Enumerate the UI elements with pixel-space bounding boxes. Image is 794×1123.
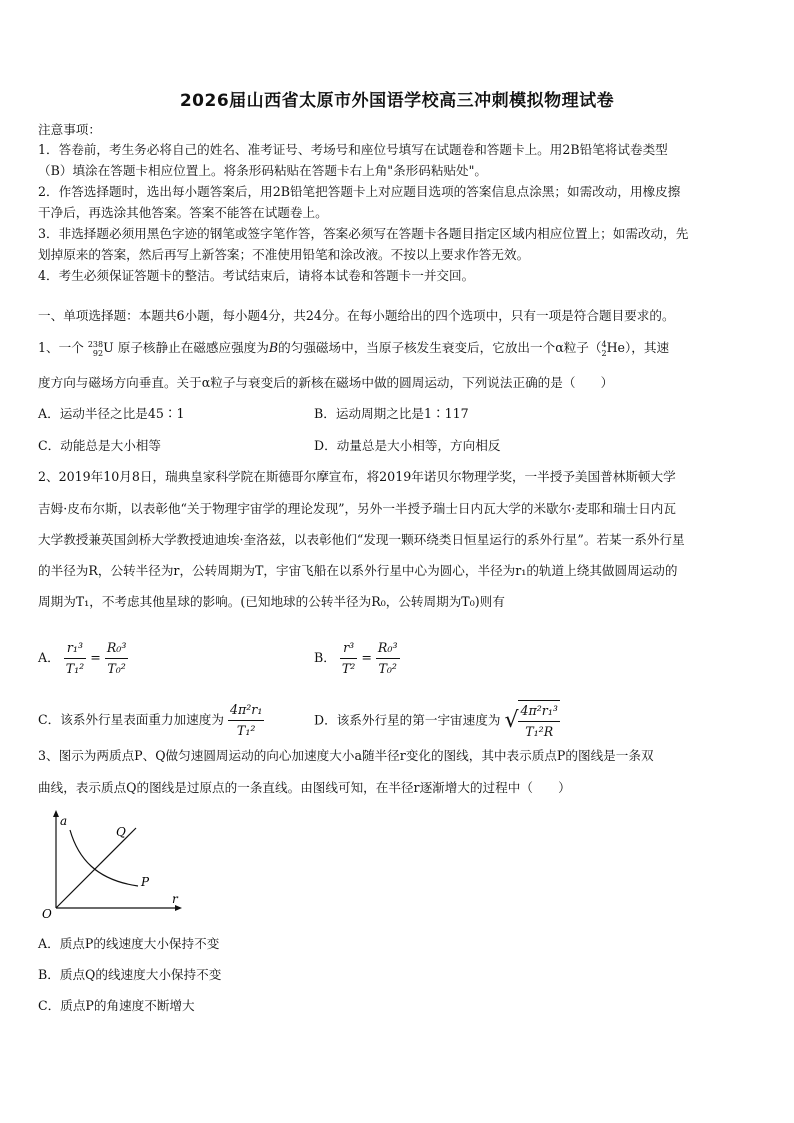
q1-text-3: ），其速 (625, 340, 670, 355)
q1-prefix: 1、一个 (38, 340, 84, 355)
q2-option-a-lhs-num: r₁³ (64, 638, 87, 659)
q2-option-a-label: A． (38, 650, 60, 665)
q3-line-2: 曲线，表示质点Q的图线是过原点的一条直线。由图线可知，在半径r逐渐增大的过程中（ ） (38, 780, 571, 795)
q2-option-c-formula (228, 700, 264, 741)
q3-option-a[interactable]: A．质点P的线速度大小保持不变 (38, 936, 220, 951)
q2-option-a-lhs-den: T₁² (65, 661, 85, 676)
q3-graph-line-q (56, 828, 136, 908)
q1-atomic-number: 92 (92, 348, 104, 358)
q1-text-2: 的匀强磁场中，当原子核发生衰变后，它放出一个α粒子（ (278, 340, 602, 355)
q2-option-d-text: D．该系外行星的第一宇宙速度为 (314, 712, 501, 728)
q1-he-atomic: 2 (601, 348, 607, 358)
q1-nuclide-numbers (88, 340, 103, 358)
q2-option-b-lhs (340, 638, 357, 679)
q3-graph-label-q: Q (116, 825, 126, 839)
notice-item-2-line-1: 2．作答选择题时，选出每小题答案后，用2B铅笔把答题卡上对应题目选项的答案信息点涂黑；如需改动，用橡皮擦 (38, 184, 681, 199)
q2-option-a-rhs-num: R₀³ (105, 638, 129, 659)
notice-item-2-line-2: 干净后，再选涂其他答案。答案不能答在试题卷上。 (38, 205, 328, 220)
q2-line-2: 吉姆·皮布尔斯，以表彰他“关于物理宇宙学的理论发现”，另外一半授予瑞士日内瓦大学的米歇尔·麦耶和瑞士日内瓦 (38, 501, 676, 516)
q1-line-1 (38, 338, 758, 358)
q1-option-b[interactable]: B．运动周期之比是1∶117 (314, 406, 469, 421)
q2-option-c-den: T₁² (236, 723, 256, 738)
notice-item-3-line-2: 划掉原来的答案，然后再写上新答案；不准使用铅笔和涂改液。不按以上要求作答无效。 (38, 247, 530, 262)
q1-he: He (606, 340, 626, 355)
q1-line-2: 度方向与磁场方向垂直。关于α粒子与衰变后的新核在磁场中做的圆周运动，下列说法正确的是（ ） (38, 375, 614, 390)
q3-graph-label-r: r (172, 892, 178, 906)
q2-option-c-num: 4π²r₁ (228, 700, 264, 721)
q2-option-b-rhs (376, 638, 400, 679)
sqrt-icon: √ (504, 708, 519, 733)
q2-option-c-text: C．该系外行星表面重力加速度为 (38, 712, 224, 727)
q2-option-d-formula (518, 700, 559, 742)
q1-option-d[interactable]: D．动量总是大小相等，方向相反 (314, 438, 501, 453)
q2-option-d-num: 4π²r₁³ (518, 701, 559, 722)
q2-option-b-rhs-num: R₀³ (376, 638, 400, 659)
q3-graph (38, 808, 188, 920)
exam-title: 2026届山西省太原市外国语学校高三冲刺模拟物理试卷 (179, 91, 615, 111)
q2-option-b-lhs-den: T² (341, 661, 356, 676)
q2-option-b-equals: = (361, 650, 372, 665)
q2-option-b-label: B． (314, 650, 336, 665)
notice-item-1-line-2: （B）填涂在答题卡相应位置上。将条形码粘贴在答题卡右上角"条形码粘贴处"。 (38, 163, 488, 178)
q2-option-b-lhs-num: r³ (340, 638, 357, 659)
q3-option-c[interactable]: C．质点P的角速度不断增大 (38, 998, 195, 1013)
q2-option-a-equals: = (90, 650, 101, 665)
q2-line-5: 周期为T₁，不考虑其他星球的影响。(已知地球的公转半径为R₀，公转周期为T₀)则有 (38, 594, 505, 609)
q3-line-1: 3、图示为两质点P、Q做匀速圆周运动的向心加速度大小a随半径r变化的图线，其中表示质点P的图线是一条双 (38, 748, 654, 763)
q3-graph-label-p: P (141, 875, 150, 889)
q2-option-a-lhs (64, 638, 87, 679)
q2-option-c[interactable] (38, 700, 264, 741)
q2-option-b-rhs-den: T₀² (378, 661, 397, 676)
q2-option-a-rhs (105, 638, 129, 679)
q1-option-a[interactable]: A．运动半径之比是45∶1 (38, 406, 185, 421)
q1-he-mass: 4 (601, 339, 607, 349)
q3-graph-label-o: O (42, 907, 52, 920)
q3-graph-curve-p (70, 830, 138, 886)
q2-line-3: 大学教授兼英国剑桥大学教授迪迪埃·奎洛兹，以表彰他们“发现一颗环绕类日恒星运行的系外行星”。若某一系外行星 (38, 532, 685, 547)
q3-graph-label-a: a (60, 814, 68, 828)
q1-text-1: 原子核静止在磁感应强度为 (117, 340, 269, 355)
q2-option-d-den: T₁²R (525, 724, 554, 739)
section-1-heading: 一、单项选择题：本题共6小题，每小题4分，共24分。在每小题给出的四个选项中，只有一项是符合题目要求的。 (38, 308, 675, 323)
q3-option-b[interactable]: B．质点Q的线速度大小保持不变 (38, 967, 222, 982)
notice-item-4: 4．考生必须保证答题卡的整洁。考试结束后，请将本试卷和答题卡一并交回。 (38, 268, 475, 283)
q2-option-b[interactable] (314, 638, 400, 679)
q2-option-d[interactable] (314, 700, 560, 742)
q1-mass-number: 238 (87, 339, 104, 349)
q2-option-a-rhs-den: T₀² (107, 661, 126, 676)
q3-graph-y-arrow (53, 810, 59, 817)
q1-option-c[interactable]: C．动能总是大小相等 (38, 438, 161, 453)
notice-item-1-line-1: 1．答卷前，考生务必将自己的姓名、准考证号、考场号和座位号填写在试题卷和答题卡上。用2B铅笔将试卷类型 (38, 142, 668, 157)
notice-heading: 注意事项： (38, 122, 101, 137)
q2-line-1: 2、2019年10月8日，瑞典皇家科学院在斯德哥尔摩宣布，将2019年诺贝尔物理学奖，一半授予美国普林斯顿大学 (38, 469, 676, 484)
q2-option-a[interactable] (38, 638, 128, 679)
q2-line-4: 的半径为R，公转半径为r，公转周期为T，宇宙飞船在以系外行星中心为圆心，半径为r₁的轨道上绕其做圆周运动的 (38, 563, 678, 578)
q1-element: U (103, 340, 114, 355)
q1-b-symbol: B (268, 340, 279, 355)
notice-item-3-line-1: 3．非选择题必须用黑色字迹的钢笔或签字笔作答，答案必须写在答题卡各题目指定区域内相应位置上；如需改动，先 (38, 226, 689, 241)
